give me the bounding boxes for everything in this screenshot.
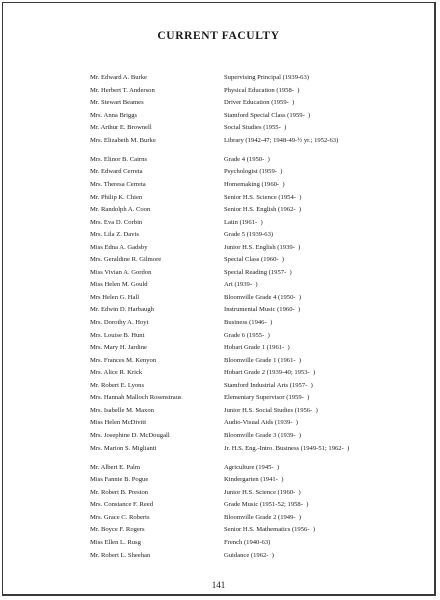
faculty-row bbox=[90, 526, 420, 539]
faculty-name: Mr. Robert E. Lyons bbox=[90, 381, 145, 389]
faculty-name: Mrs. Anna Briggs bbox=[90, 111, 138, 119]
faculty-name: Mrs. Constance F. Reed bbox=[90, 501, 154, 509]
faculty-name: Mr. Edward Cerreta bbox=[90, 168, 143, 176]
faculty-name: Mrs. Marion S. Miglianti bbox=[90, 444, 157, 452]
faculty-row bbox=[90, 332, 420, 345]
faculty-name: Mrs. Frances M. Kenyon bbox=[90, 356, 157, 364]
faculty-name: Mr. Philip K. Chien bbox=[90, 193, 143, 201]
faculty-row bbox=[90, 244, 420, 257]
faculty-position: Senior H.S. English (1962- ) bbox=[224, 206, 302, 214]
faculty-row bbox=[90, 514, 420, 527]
faculty-position: Kindergarten (1941- ) bbox=[224, 476, 284, 484]
faculty-position: Junior H.S. Science (1960- ) bbox=[224, 488, 301, 496]
faculty-row bbox=[90, 156, 420, 169]
faculty-name: Mrs. Hannah Malloch Rosenstraus bbox=[90, 394, 182, 402]
faculty-row bbox=[90, 319, 420, 332]
faculty-row bbox=[90, 357, 420, 370]
faculty-name: Mrs. Lila Z. Davis bbox=[90, 231, 139, 239]
faculty-name: Mrs. Louise B. Hunt bbox=[90, 331, 145, 339]
faculty-position: Junior H.S. English (1939- ) bbox=[224, 243, 301, 251]
faculty-row bbox=[90, 306, 420, 319]
faculty-row bbox=[90, 464, 420, 477]
faculty-row bbox=[90, 194, 420, 207]
faculty-name: Miss Fannie B. Pogue bbox=[90, 476, 149, 484]
faculty-position: Audio-Visual Aids (1939- ) bbox=[224, 419, 298, 427]
faculty-row bbox=[90, 74, 420, 87]
faculty-position: Stamford Special Class (1959- ) bbox=[224, 111, 311, 119]
faculty-name: Mrs. Isabelle M. Maxon bbox=[90, 406, 154, 414]
faculty-row bbox=[90, 382, 420, 395]
faculty-name: Mr. Albert E. Palm bbox=[90, 463, 140, 471]
faculty-row bbox=[90, 124, 420, 137]
faculty-row bbox=[90, 99, 420, 112]
faculty-row bbox=[90, 87, 420, 100]
faculty-row bbox=[90, 344, 420, 357]
faculty-row bbox=[90, 445, 420, 464]
faculty-row bbox=[90, 394, 420, 407]
faculty-name: Mrs. Josephine D. McDougall bbox=[90, 431, 170, 439]
faculty-row bbox=[90, 476, 420, 489]
faculty-row bbox=[90, 112, 420, 125]
faculty-position: Guidance (1962- ) bbox=[224, 551, 274, 559]
faculty-name: Mrs. Theresa Cerreta bbox=[90, 181, 146, 189]
faculty-position: Homemaking (1960- ) bbox=[224, 181, 285, 189]
faculty-name: Mrs Helen G. Hall bbox=[90, 293, 140, 301]
faculty-name: Mr. Stewart Beames bbox=[90, 99, 144, 107]
faculty-position: Senior H.S. Science (1954- ) bbox=[224, 193, 302, 201]
faculty-position: Grade Music (1951-52; 1958- ) bbox=[224, 501, 309, 509]
faculty-position: Psychologist (1959- ) bbox=[224, 168, 283, 176]
faculty-position: Bloomville Grade 1 (1961- ) bbox=[224, 356, 302, 364]
faculty-position: Senior H.S. Mathematics (1956- ) bbox=[224, 526, 316, 534]
faculty-name: Mr. Herbert T. Anderson bbox=[90, 86, 155, 94]
faculty-name: Mrs. Geraldine R. Gilmore bbox=[90, 256, 162, 264]
faculty-position: Elementary Supervisor (1959- ) bbox=[224, 394, 310, 402]
faculty-name: Mr. Boyce F. Rogers bbox=[90, 526, 145, 534]
page-title: CURRENT FACULTY bbox=[157, 30, 280, 42]
faculty-position: Bloomville Grade 3 (1939- ) bbox=[224, 431, 302, 439]
faculty-position: Latin (1961- ) bbox=[224, 218, 263, 226]
faculty-position: Grade 4 (1950- ) bbox=[224, 155, 270, 163]
faculty-row bbox=[90, 219, 420, 232]
faculty-row bbox=[90, 501, 420, 514]
faculty-name: Mr. Edward A. Burke bbox=[90, 74, 147, 81]
faculty-row bbox=[90, 168, 420, 181]
faculty-name: Mrs. Elizabeth M. Burke bbox=[90, 136, 156, 144]
faculty-name: Mr. Robert B. Preston bbox=[90, 488, 149, 496]
faculty-position: Library (1942-47; 1948-49-½ yr.; 1952-63) bbox=[224, 136, 339, 144]
faculty-row bbox=[90, 432, 420, 445]
faculty-name: Miss Helen M. Gould bbox=[90, 281, 148, 289]
faculty-position: Grade 5 (1939-63) bbox=[224, 231, 274, 239]
document-page bbox=[2, 2, 436, 596]
faculty-position: Grade 6 (1955- ) bbox=[224, 331, 270, 339]
faculty-position: Stamford Industrial Arts (1957- ) bbox=[224, 381, 313, 389]
faculty-position: Supervising Principal (1939-63) bbox=[224, 74, 309, 81]
faculty-row bbox=[90, 294, 420, 307]
faculty-list bbox=[90, 74, 420, 564]
faculty-position: Business (1946- ) bbox=[224, 319, 273, 327]
faculty-name: Mrs. Eva D. Corbin bbox=[90, 218, 143, 226]
faculty-name: Miss Edna A. Gadsby bbox=[90, 243, 148, 251]
faculty-row bbox=[90, 231, 420, 244]
faculty-position: Art (1939- ) bbox=[224, 281, 258, 289]
faculty-name: Mrs. Elinor B. Cairns bbox=[90, 155, 147, 163]
faculty-position: Instrumental Music (1960- ) bbox=[224, 306, 301, 314]
faculty-row bbox=[90, 419, 420, 432]
faculty-position: Social Studies (1955- ) bbox=[224, 124, 287, 132]
faculty-name: Miss Vivian A. Gordon bbox=[90, 268, 152, 276]
faculty-position: Hobart Grade 1 (1961- ) bbox=[224, 344, 290, 352]
page-number: 141 bbox=[211, 580, 226, 590]
faculty-name: Mr. Randolph A. Coon bbox=[90, 206, 151, 214]
faculty-position: Driver Education (1959- ) bbox=[224, 99, 295, 107]
faculty-row bbox=[90, 369, 420, 382]
faculty-position: Bloomville Grade 4 (1950- ) bbox=[224, 293, 302, 301]
faculty-row bbox=[90, 269, 420, 282]
faculty-name: Mrs. Dorothy A. Hoyt bbox=[90, 319, 149, 327]
faculty-position: Special Reading (1957- ) bbox=[224, 268, 292, 276]
faculty-position: Special Class (1960- ) bbox=[224, 256, 285, 264]
faculty-row bbox=[90, 181, 420, 194]
faculty-row bbox=[90, 256, 420, 269]
faculty-row bbox=[90, 206, 420, 219]
faculty-position: Hobart Grade 2 (1939-40; 1953- ) bbox=[224, 369, 316, 377]
faculty-name: Mrs. Alice R. Krick bbox=[90, 369, 143, 377]
faculty-row bbox=[90, 407, 420, 420]
faculty-name: Mr. Robert L. Sheehan bbox=[90, 551, 151, 559]
faculty-row bbox=[90, 137, 420, 156]
faculty-row bbox=[90, 281, 420, 294]
faculty-name: Mrs. Grace C. Roberts bbox=[90, 513, 150, 521]
faculty-position: Agriculture (1945- ) bbox=[224, 463, 280, 471]
faculty-position: Junior H.S. Social Studies (1956- ) bbox=[224, 406, 318, 414]
faculty-position: Physical Education (1958- ) bbox=[224, 86, 300, 94]
faculty-name: Mr. Arthur E. Brownell bbox=[90, 124, 152, 132]
faculty-name: Mrs. Mary H. Jardine bbox=[90, 344, 147, 352]
faculty-row bbox=[90, 489, 420, 502]
faculty-name: Miss Helen McDivitt bbox=[90, 419, 147, 427]
faculty-name: Miss Ellen L. Rusg bbox=[90, 538, 141, 546]
faculty-position: French (1940-63) bbox=[224, 538, 271, 546]
faculty-position: Jr. H.S. Eng.-Intro. Business (1949-51; 1962- ) bbox=[224, 444, 350, 452]
faculty-row bbox=[90, 539, 420, 552]
faculty-name: Mr. Edwin D. Harbaugh bbox=[90, 306, 154, 314]
faculty-row bbox=[90, 552, 420, 565]
faculty-position: Bloomville Grade 2 (1949- ) bbox=[224, 513, 302, 521]
